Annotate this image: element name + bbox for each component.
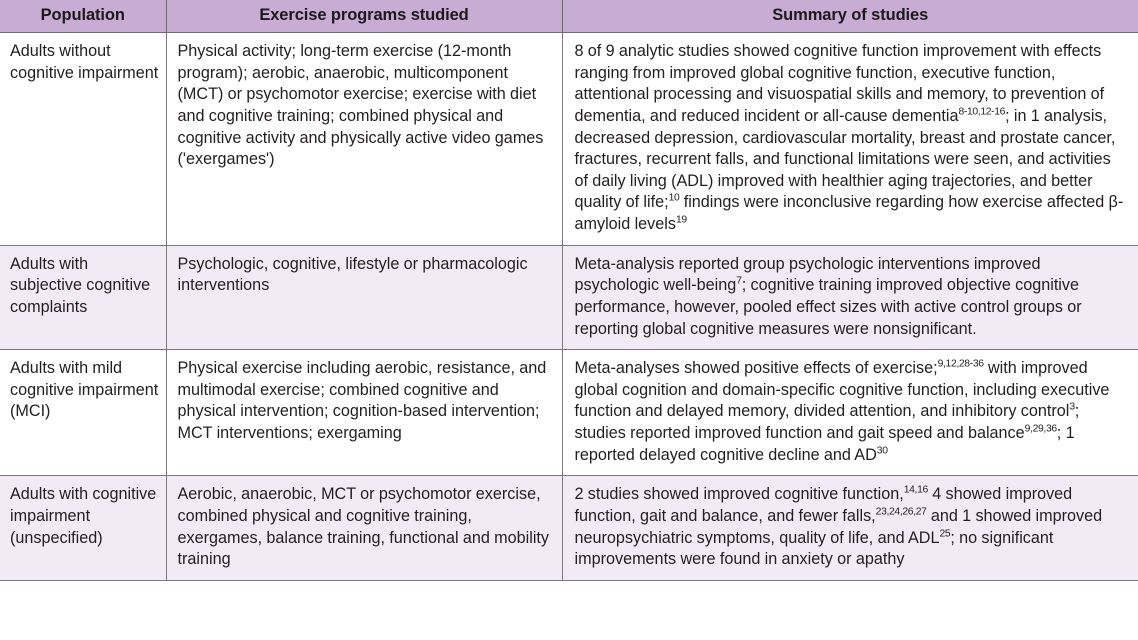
cell-population: Adults with subjective cognitive complaints (0, 245, 166, 350)
reference-superscript: 30 (876, 445, 888, 457)
summary-text-fragment: ; cognitive training improved objective cognitive performance, however, pooled effect sizes with active control groups or reporting global cognitive measures were nonsignificant. (574, 276, 1082, 338)
cell-population: Adults with mild cognitive impairment (MCI) (0, 350, 166, 476)
summary-text-fragment: with improved global cognition and domain-specific cognitive function, including executive function and delayed memory, divided attention, and inhibitory control (574, 359, 1110, 421)
summary-text-fragment: ; studies reported improved function and gait speed and balance (574, 402, 1080, 442)
summary-text-fragment: Meta-analyses showed positive effects of exercise; (574, 359, 938, 378)
reference-superscript: 19 (675, 214, 687, 226)
cell-exercise-programs: Physical exercise including aerobic, resistance, and multimodal exercise; combined cognitive and physical intervention; cognition-based intervention; MCT interventions; exergaming (166, 350, 562, 476)
reference-superscript: 3 (1069, 401, 1075, 413)
table-row (0, 245, 1138, 350)
table-header (0, 0, 1138, 33)
reference-superscript: 9,29,36 (1024, 423, 1057, 435)
cell-exercise-programs: Psychologic, cognitive, lifestyle or pharmacologic interventions (166, 245, 562, 350)
summary-text-fragment: ; 1 reported delayed cognitive decline and AD (574, 424, 1075, 464)
summary-text-fragment: ; in 1 analysis, decreased depression, cardiovascular mortality, breast and prostate cancer, fractures, recurrent falls, and functional limitations were seen, and activities of daily living (ADL) improved with healthier aging trajectories, and better quality of life; (574, 106, 1116, 212)
table-row (0, 476, 1138, 581)
summary-text-fragment: Meta-analysis reported group psychologic interventions improved psychologic well-being (574, 254, 1041, 295)
table-row (0, 33, 1138, 246)
table-row (0, 350, 1138, 476)
reference-superscript: 7 (736, 275, 742, 287)
summary-text-fragment: 8 of 9 analytic studies showed cognitive function improvement with effects ranging from improved global cognitive function, executive function, attentional processing and visuospatial skills and memory, to prevention of dementia, and reduced incident or all-cause dementia (574, 42, 1105, 125)
reference-superscript: 10 (668, 192, 680, 204)
reference-superscript: 25 (939, 528, 951, 540)
column-header-summary: Summary of studies (562, 0, 1138, 33)
reference-superscript: 23,24,26,27 (875, 506, 927, 518)
cell-exercise-programs: Aerobic, anaerobic, MCT or psychomotor exercise, combined physical and cognitive training, exergames, balance training, functional and mobility training (166, 476, 562, 581)
cell-population: Adults with cognitive impairment (unspecified) (0, 476, 166, 581)
cell-summary (562, 245, 1138, 350)
reference-superscript: 14,16 (903, 484, 928, 496)
summary-text-fragment: and 1 showed improved neuropsychiatric symptoms, quality of life, and ADL (574, 506, 1103, 547)
cell-summary (562, 350, 1138, 476)
summary-text-fragment: findings were inconclusive regarding how exercise affected β-amyloid levels (574, 193, 1124, 233)
reference-superscript: 9,12,28-36 (937, 358, 984, 370)
column-header-exercise-programs: Exercise programs studied (166, 0, 562, 33)
summary-text-fragment: ; no significant improvements were found in anxiety or apathy (574, 528, 1054, 569)
column-header-population: Population (0, 0, 166, 33)
table-body (0, 33, 1138, 581)
cell-exercise-programs: Physical activity; long-term exercise (12-month program); aerobic, anaerobic, multicomponent (MCT) or psychomotor exercise; exercise with diet and cognitive training; combined physical and cognitive activity and physically active video games ('exergames') (166, 33, 562, 246)
reference-superscript: 8-10,12-16 (958, 106, 1006, 118)
cell-population: Adults without cognitive impairment (0, 33, 166, 246)
summary-text-fragment: 2 studies showed improved cognitive function, (574, 485, 904, 504)
summary-text-fragment: 4 showed improved function, gait and balance, and fewer falls, (574, 485, 1073, 525)
cell-summary (562, 476, 1138, 581)
table-header-row (0, 0, 1138, 33)
cell-summary (562, 33, 1138, 246)
